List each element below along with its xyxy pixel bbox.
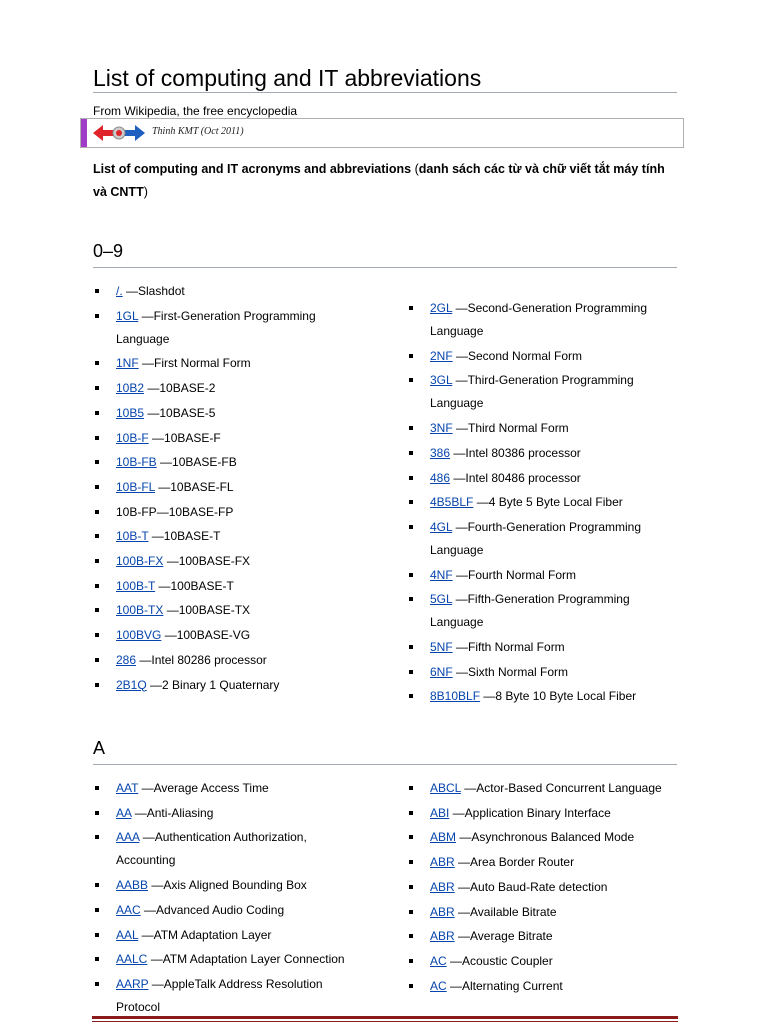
abbr-link[interactable]: 5GL (430, 592, 453, 607)
list-item (407, 467, 581, 490)
abbr-link[interactable]: 100B-TX (116, 603, 164, 618)
abbr-description: —Axis Aligned Bounding Box (148, 878, 307, 893)
abbr-description: —100BASE-TX (163, 603, 251, 618)
list-item (407, 417, 569, 440)
list-item (407, 369, 634, 415)
abbr-description: —ATM Adaptation Layer Connection (147, 952, 345, 967)
abbr-description: —Intel 80486 processor (450, 470, 581, 485)
section-heading-0-9: 0–9 (93, 240, 677, 268)
abbr-description-cont: Language (430, 542, 484, 557)
abbr-link[interactable]: AA (116, 805, 132, 820)
abbr-description: —Third-Generation Programming (452, 373, 634, 388)
list-item (93, 305, 316, 351)
abbr-description: —Fourth Normal Form (452, 567, 577, 582)
list-item (93, 377, 215, 400)
abbr-link[interactable]: AALC (116, 952, 148, 967)
abbr-description: —Third Normal Form (452, 421, 569, 436)
abbr-link[interactable]: ABR (430, 855, 455, 870)
abbr-description: —10BASE-F (148, 430, 221, 445)
abbr-description-cont: Accounting (116, 853, 176, 868)
abbr-link[interactable]: 286 (116, 652, 137, 667)
abbr-link[interactable]: 2GL (430, 301, 453, 315)
list-item (93, 280, 185, 303)
abbr-link[interactable]: 10B-T (116, 529, 149, 544)
list-item (407, 901, 557, 924)
list-item (407, 876, 607, 899)
list-item (93, 525, 221, 548)
abbr-description: —Second Normal Form (452, 348, 583, 363)
abbr-description: —Fifth-Generation Programming (452, 592, 630, 607)
abbr-description: —4 Byte 5 Byte Local Fiber (473, 495, 623, 510)
abbr-link[interactable]: AC (430, 978, 447, 993)
abbr-description: —Intel 80286 processor (136, 652, 267, 667)
list-item (93, 451, 237, 474)
abbr-description: —Second-Generation Programming (452, 301, 648, 315)
abbr-link[interactable]: 10B2 (116, 381, 145, 396)
abbr-link[interactable]: 4B5BLF (430, 495, 474, 510)
list-item (407, 661, 568, 684)
list-item (93, 427, 221, 450)
abbr-description: —10BASE-FL (154, 479, 234, 494)
abbr-description: —10BASE-FP (156, 504, 234, 519)
list-item (407, 564, 576, 587)
banner-accent-bar (81, 119, 87, 147)
abbr-link[interactable]: 10B-F (116, 430, 149, 445)
list-item (407, 826, 634, 849)
abbr-description: —8 Byte 10 Byte Local Fiber (480, 689, 637, 704)
abbr-description: —Intel 80386 processor (450, 445, 581, 460)
abbr-link[interactable]: 1NF (116, 356, 139, 371)
abbr-description: —Asynchronous Balanced Mode (456, 830, 635, 845)
abbr-link[interactable]: 8B10BLF (430, 689, 481, 704)
abbr-link[interactable]: 100BVG (116, 628, 162, 643)
abbr-link[interactable]: 4NF (430, 567, 453, 582)
abbr-link[interactable]: 2NF (430, 348, 453, 363)
abbr-description: —ATM Adaptation Layer (138, 927, 272, 942)
list-item (407, 345, 582, 368)
abbr-link[interactable]: 3NF (430, 421, 453, 436)
abbr-link[interactable]: AARP (116, 976, 149, 991)
intro-paren-open: ( (411, 162, 419, 176)
list-item (93, 924, 271, 947)
abbr-link[interactable]: ABR (430, 929, 455, 944)
abbr-description: —Area Border Router (454, 855, 575, 870)
abbr-description: —Auto Baud-Rate detection (454, 879, 608, 894)
list-item (407, 685, 636, 708)
abbr-link[interactable]: 386 (430, 445, 451, 460)
list-item (407, 777, 662, 800)
section-heading-a: A (93, 737, 677, 765)
list-item (407, 975, 563, 998)
abbr-link[interactable]: AAT (116, 781, 139, 795)
abbr-link[interactable]: 6NF (430, 664, 453, 679)
abbr-link[interactable]: 486 (430, 470, 451, 485)
abbr-link[interactable]: /. (116, 284, 123, 298)
abbr-link[interactable]: 10B5 (116, 405, 145, 420)
abbr-description: —Application Binary Interface (449, 805, 611, 820)
list-item (407, 636, 565, 659)
list-item (93, 599, 250, 622)
abbr-link[interactable]: AAA (116, 830, 140, 845)
abbr-description: —10BASE-FB (156, 455, 237, 470)
list-item (407, 925, 553, 948)
list-item (93, 575, 234, 598)
list-item (407, 851, 574, 874)
list-item (93, 402, 215, 425)
abbr-link[interactable]: ABR (430, 904, 455, 919)
abbr-description: —Authentication Authorization, (139, 830, 307, 845)
abbr-description: —Average Access Time (138, 781, 269, 795)
abbr-description: —100BASE-VG (161, 628, 251, 643)
footer-rule-thick (92, 1016, 678, 1019)
list-item (407, 442, 581, 465)
abbr-description-cont: Language (116, 331, 170, 346)
page-subtitle: From Wikipedia, the free encyclopedia (93, 104, 298, 118)
footer-rule-thin (92, 1021, 678, 1022)
list-item (93, 948, 345, 971)
list-item (407, 516, 641, 562)
list-item (93, 777, 269, 800)
banner-author-text: Thinh KMT (Oct 2011) (152, 126, 244, 137)
abbr-description: —100BASE-FX (163, 554, 251, 568)
abbr-description: —10BASE-5 (144, 405, 216, 420)
abbr-description: —Acoustic Coupler (446, 953, 553, 968)
abbr-description: —Slashdot (122, 284, 185, 298)
abbr-description: —Average Bitrate (454, 929, 553, 944)
abbr-link[interactable]: 10B-FL (116, 479, 155, 494)
abbr-description-cont: Protocol (116, 999, 161, 1014)
abbr-description: —Sixth Normal Form (452, 664, 569, 679)
abbr-link[interactable]: ABI (430, 805, 450, 820)
abbr-link[interactable]: AABB (116, 878, 149, 893)
list-item (407, 802, 611, 825)
list-item (407, 950, 553, 973)
intro-paren-close: ) (143, 185, 148, 199)
list-item (407, 297, 647, 343)
list-item (93, 624, 250, 647)
list-item (93, 501, 233, 524)
abbr-link[interactable]: 100B-FX (116, 554, 164, 568)
list-item (407, 588, 630, 634)
list-item (93, 802, 213, 825)
abbr-link[interactable]: AC (430, 953, 447, 968)
list-item (93, 550, 250, 573)
intro-paragraph (93, 158, 677, 204)
intro-vietnamese: danh sách các từ và chữ viết tắt máy tính và CNTT (93, 162, 665, 199)
abbr-description-cont: Language (430, 615, 484, 630)
abbr-description: —2 Binary 1 Quaternary (146, 677, 280, 692)
abbr-link[interactable]: 5NF (430, 640, 453, 654)
abbr-link[interactable]: 2B1Q (116, 677, 147, 692)
abbr-description: —First-Generation Programming (138, 308, 316, 323)
abbr-description-cont: Language (430, 396, 484, 411)
abbr-description: —10BASE-T (148, 529, 221, 544)
abbr-description: —Fourth-Generation Programming (452, 519, 641, 534)
abbr-description: —AppleTalk Address Resolution (148, 976, 323, 991)
abbr-description: —Available Bitrate (454, 904, 557, 919)
abbr-description: —Fifth Normal Form (452, 640, 565, 654)
abbr-description: —Actor-Based Concurrent Language (460, 781, 662, 795)
page-title: List of computing and IT abbreviations (93, 64, 677, 93)
list-item (93, 476, 234, 499)
list-item (93, 649, 267, 672)
abbr-description: —10BASE-2 (144, 381, 216, 396)
list-item (93, 352, 251, 375)
abbr-description: —Advanced Audio Coding (140, 902, 285, 917)
author-banner (80, 118, 684, 148)
abbr-link[interactable]: ABCL (430, 781, 461, 795)
abbr-description: —Anti-Aliasing (131, 805, 214, 820)
intro-english: List of computing and IT acronyms and abbreviations (93, 162, 412, 176)
abbr-description-cont: Language (430, 324, 484, 338)
abbr-description: —Alternating Current (446, 978, 563, 993)
arrows-logo-icon (93, 122, 145, 144)
abbr-link[interactable]: ABR (430, 879, 455, 894)
abbr-link[interactable]: 10B-FB (116, 455, 157, 470)
abbr-description: —First Normal Form (138, 356, 251, 371)
list-item (93, 826, 307, 872)
list-item (93, 973, 323, 1019)
abbr-description: —100BASE-T (155, 578, 234, 593)
abbr-link[interactable]: 1GL (116, 308, 139, 323)
abbr-link[interactable]: AAL (116, 927, 139, 942)
list-item (93, 674, 279, 697)
abbr-link[interactable]: 100B-T (116, 578, 156, 593)
abbr-link[interactable]: AAC (116, 902, 141, 917)
list-item (93, 899, 284, 922)
list-item (407, 491, 623, 514)
abbr-link[interactable]: 4GL (430, 519, 453, 534)
abbr-text: 10B-FP (116, 504, 157, 519)
abbr-link[interactable]: ABM (430, 830, 457, 845)
list-item (93, 874, 307, 897)
abbr-link[interactable]: 3GL (430, 373, 453, 388)
